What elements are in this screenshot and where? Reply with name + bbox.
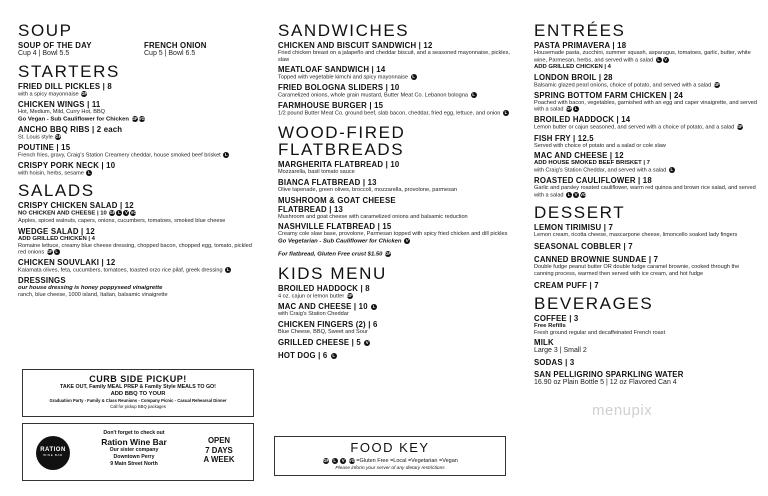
item-note: our house dressing is honey poppyseed vinaigrette — [18, 285, 163, 292]
item-name: ROASTED CAULIFLOWER | 18 — [534, 176, 652, 186]
menu-item — [18, 276, 254, 299]
soup-heading: SOUP — [18, 21, 73, 40]
menu-item — [18, 258, 254, 274]
item-desc: ranch, blue cheese, 1000 island, Italian, balsamic vinaigrette — [18, 292, 168, 299]
item-desc: Lemon butter or cajun seasoned, and served with a choice of potato, and a salad — [534, 124, 735, 131]
menu-item — [534, 314, 758, 337]
item-desc: Caramelized onions, whole grain mustard, Butter Meat Co. Lebanon bologna — [278, 92, 468, 99]
menu-item — [534, 151, 758, 174]
menu-item — [18, 227, 254, 257]
item-name: BROILED HADDOCK | 8 — [278, 283, 370, 293]
food-key-note: Please inform your server of any dietary restrictions — [335, 466, 445, 471]
menu-item — [18, 201, 254, 224]
item-name: FISH FRY | 12.5 — [534, 133, 594, 143]
vegan-icon: VG — [130, 210, 137, 216]
item-note: Go Vegetarian - Sub Cauliflower for Chicken — [278, 238, 402, 245]
local-icon: L — [472, 92, 475, 98]
item-name: LONDON BROIL | 28 — [534, 72, 613, 82]
item-desc: Lemon cream, ricotta cheese, mascarpone cheese, limoncello soaked lady fingers — [534, 231, 738, 238]
item-desc: 4 oz. cajun or lemon butter — [278, 293, 345, 300]
right-column — [534, 0, 758, 496]
gluten-free-icon: GF — [131, 115, 138, 121]
curbside-line: Graduation Party - Family & Class Reunions - Company Picnic - Casual Rehearsal Dinner — [49, 398, 227, 403]
item-desc: 16.90 oz Plain Bottle 5 | 12 oz Flavored Can 4 — [534, 379, 677, 387]
item-name: SOUP OF THE DAY — [18, 41, 92, 50]
food-key-items: =Gluten Free =Local =Vegetarian =Vegan — [356, 458, 458, 464]
hours-info — [193, 436, 245, 465]
local-icon: L — [574, 106, 578, 112]
menu-item — [278, 338, 510, 347]
curbside-title: CURB SIDE PICKUP! — [89, 374, 187, 384]
item-name: FARMHOUSE BURGER | 15 — [278, 101, 384, 111]
item-name: LEMON TIRIMISU | 7 — [534, 222, 613, 232]
menu-item — [534, 242, 758, 251]
menu-item — [278, 196, 510, 221]
item-name: MEATLOAF SANDWICH | 14 — [278, 65, 386, 75]
hours-line: OPEN — [207, 436, 231, 445]
item-name: COFFEE | 3 — [534, 313, 579, 323]
item-name: SPRING BOTTOM FARM CHICKEN | 24 — [534, 90, 684, 100]
menu-item — [534, 91, 758, 114]
local-icon: L — [412, 74, 415, 80]
item-desc: Poached with bacon, vegetables, garnished with an egg and caper vinaigrette, and served with a salad — [534, 99, 757, 113]
item-name: CREAM PUFF | 7 — [534, 280, 599, 290]
local-icon: L — [504, 110, 508, 116]
menu-item — [534, 176, 758, 199]
item-name: CRISPY CHICKEN SALAD | 12 — [18, 201, 134, 211]
item-note: Go Vegan - Sub Cauliflower for Chicken — [18, 116, 129, 123]
local-icon: L — [225, 152, 228, 158]
gluten-free-icon: GF — [385, 251, 392, 257]
menu-item — [534, 223, 758, 239]
item-name: WEDGE SALAD | 12 — [18, 226, 95, 236]
vegetarian-icon: V — [405, 237, 409, 243]
gf-crust-note: For flatbread, Gluten Free crust $1.50 — [278, 251, 383, 258]
item-desc: Served with choice of potato and a salad or cole slaw — [534, 142, 666, 149]
item-note: ADD GRILLED CHICKEN | 4 — [18, 235, 95, 242]
item-name: POUTINE | 15 — [18, 143, 71, 153]
salads-heading: SALADS — [18, 181, 95, 201]
local-icon: L — [332, 353, 336, 359]
gluten-free-icon: GF — [566, 106, 573, 112]
item-desc: Double fudge peanut butter OR double fudge caramel brownie, cooked through the canning process, warmed then served with ice cream, and hot fudge — [534, 264, 740, 278]
menu-item — [18, 125, 254, 141]
gluten-free-icon: GF — [346, 292, 353, 298]
item-desc: St. Louis style — [18, 134, 53, 141]
hours-line: 7 DAYS — [205, 445, 233, 455]
wine-bar-box — [22, 423, 254, 481]
item-desc: with Craig's Station Cheddar, and served with a salad — [534, 167, 667, 174]
beverages-heading: BEVERAGES — [534, 293, 654, 313]
item-name: MARGHERITA FLATBREAD | 10 — [278, 160, 400, 170]
logo-text: RATION — [40, 447, 66, 453]
menu-item — [278, 65, 510, 81]
item-desc: 1/2 pound Butter Meat Co. ground beef, slab bacon, cheddar, fried egg, lettuce, and onion — [278, 110, 501, 117]
local-icon: L — [372, 303, 376, 309]
local-icon: L — [567, 191, 571, 197]
wine-line: 9 Main Street North — [110, 461, 158, 467]
vegetarian-icon: V — [125, 210, 128, 216]
curbside-line: ADD BBQ TO YOUR — [110, 391, 166, 397]
menu-item — [18, 161, 254, 177]
logo-subtext: WINE BAR — [43, 453, 63, 457]
hours-line: A WEEK — [203, 455, 235, 464]
item-name: SODAS | 3 — [534, 358, 575, 368]
menu-item — [534, 73, 758, 89]
local-icon: L — [333, 457, 337, 463]
item-note: NO CHICKEN AND CHEESE | 10 — [18, 211, 107, 218]
item-note: Free Refills — [534, 322, 566, 329]
item-desc: with a spicy mayonnaise — [18, 91, 79, 98]
menu-item — [278, 160, 510, 176]
item-name: CHICKEN WINGS | 11 — [18, 100, 101, 110]
item-desc: Balsamic glazed pearl onions, choice of potato, and served with a salad — [534, 82, 712, 89]
food-key-legend — [275, 457, 505, 465]
menu-item — [534, 255, 758, 277]
kids-heading: KIDS MENU — [278, 263, 387, 283]
item-desc: Hot, Medium, Mild, Curry Hot, BBQ — [18, 109, 106, 116]
menu-item — [534, 115, 758, 131]
item-desc: Olive tapenade, green olives, broccoli, mozzarella, provolone, parmesan — [278, 187, 458, 194]
item-name: CRISPY PORK NECK | 10 — [18, 161, 116, 171]
item-desc: Topped with vegetable kimchi and spicy mayonnaise — [278, 74, 408, 81]
menu-item — [18, 82, 254, 98]
item-name: BROILED HADDOCK | 14 — [534, 115, 631, 125]
vegetarian-icon: V — [341, 457, 345, 463]
curbside-line: Call for pickup BBQ packages — [110, 404, 166, 409]
item-name: HOT DOG | 6 — [278, 351, 328, 361]
menu-item — [278, 41, 510, 63]
gluten-free-icon: GF — [109, 210, 116, 216]
item-desc: Housemade pasta, zucchini, summer squash, asparagus, tomatoes, garlic, butter, white wine, Parmesan, herbs, and served with a salad — [534, 50, 751, 64]
item-name: FRENCH ONION — [144, 41, 207, 50]
item-name: FRIED BOLOGNA SLIDERS | 10 — [278, 83, 400, 93]
gluten-free-icon: GF — [323, 457, 330, 463]
menu-item — [534, 41, 758, 71]
vegetarian-icon: V — [664, 56, 668, 62]
flatbreads-heading-2: FLATBREADS — [278, 140, 405, 160]
item-price: Cup 4 | Bowl 5.5 — [18, 50, 70, 57]
item-price: Cup 5 | Bowl 6.5 — [144, 50, 196, 57]
item-desc: Blue Cheese, BBQ, Sweet and Sour — [278, 328, 368, 335]
wine-line: Don't forget to check out — [103, 430, 165, 436]
menu-item — [278, 83, 510, 99]
item-desc: Garlic and parsley roasted cauliflower, warm red quinoa and brown rice salad, and served with a salad — [534, 185, 756, 199]
item-desc: Fresh ground regular and decaffeinated French roast — [534, 329, 666, 336]
french-onion — [144, 41, 207, 58]
menu-item — [278, 320, 510, 336]
item-desc: Mozzarella, basil tomato sauce — [278, 169, 355, 176]
menu-item — [534, 370, 758, 387]
ration-logo — [36, 436, 70, 470]
item-name: CHICKEN SOUVLAKI | 12 — [18, 258, 116, 268]
item-name: SAN PELLIGRINO SPARKLING WATER — [534, 370, 684, 380]
item-name: CANNED BROWNIE SUNDAE | 7 — [534, 255, 659, 265]
soup-of-day — [18, 41, 122, 58]
gluten-free-icon: GF — [736, 124, 743, 130]
item-desc: Kalamata olives, feta, cucumbers, tomatoes, toasted orzo rice pilaf, greek dressing — [18, 267, 223, 274]
item-name: PASTA PRIMAVERA | 18 — [534, 41, 627, 50]
menu-item — [534, 358, 758, 367]
menu-item — [278, 178, 510, 194]
sandwiches-heading: SANDWICHES — [278, 21, 410, 40]
menu-item — [534, 338, 758, 355]
menu-item — [278, 222, 510, 245]
menu-item — [278, 351, 510, 360]
curbside-box — [22, 369, 254, 417]
item-desc: Romaine lettuce, creamy blue cheese dressing, chopped bacon, chopped egg, tomato, pickled red onions — [18, 242, 252, 256]
menu-item — [278, 101, 510, 117]
entrees-heading: ENTRÉES — [534, 21, 626, 40]
starters-heading: STARTERS — [18, 62, 120, 81]
local-icon: L — [657, 56, 660, 62]
item-name: BIANCA FLATBREAD | 13 — [278, 178, 377, 188]
item-name-cont: FLATBREAD | 13 — [278, 204, 344, 214]
food-key-title: FOOD KEY — [350, 440, 430, 455]
middle-column — [278, 0, 510, 496]
left-column — [18, 0, 254, 496]
item-name: MUSHROOM & GOAT CHEESE — [278, 195, 396, 205]
item-name: MAC AND CHEESE | 12 — [534, 151, 624, 161]
item-desc: with Craig's Station Cheddar — [278, 311, 349, 317]
wine-bar-info — [79, 430, 189, 468]
wine-line: Our sister company — [109, 447, 159, 453]
menu-item — [534, 134, 758, 150]
item-name: MAC AND CHEESE | 10 — [278, 302, 368, 311]
item-desc: Large 3 | Small 2 — [534, 347, 587, 355]
local-icon: L — [226, 267, 230, 273]
menu-item — [278, 284, 510, 300]
item-desc: Apples, spiced walnuts, capers, onions, cucumbers, tomatoes, smoked blue cheese — [18, 218, 226, 225]
wine-line: Downtown Perry — [113, 454, 155, 460]
item-name: FRIED DILL PICKLES | 8 — [18, 82, 112, 91]
gluten-free-icon: GF — [81, 91, 88, 96]
menu-item — [18, 100, 254, 123]
vegetarian-icon: V — [574, 191, 578, 197]
item-name: SEASONAL COBBLER | 7 — [534, 242, 633, 252]
item-name: CHICKEN AND BISCUIT SANDWICH | 12 — [278, 41, 433, 50]
food-key-box — [274, 436, 506, 476]
item-name: GRILLED CHEESE | 5 — [278, 338, 361, 348]
item-desc: Creamy cole slaw base, provolone, Parmesan topped with spicy fried chicken and dill pickles — [278, 231, 508, 238]
menu-item — [278, 302, 510, 318]
gluten-free-icon: GF — [713, 81, 720, 87]
watermark: menupix — [592, 402, 653, 419]
local-icon: L — [118, 210, 121, 216]
wine-name: Ration Wine Bar — [101, 437, 167, 447]
vegetarian-icon: V — [365, 340, 369, 346]
item-desc: Mushroom and goat cheese with caramelized onions and balsamic reduction — [278, 213, 468, 220]
curbside-line: TAKE OUT, Family MEAL PREP & Family Style MEALS TO GO! — [60, 384, 216, 390]
item-note: ADD GRILLED CHICKEN | 4 — [534, 63, 611, 70]
gluten-free-icon: GF — [55, 134, 62, 140]
item-name: MILK — [534, 338, 554, 348]
local-icon: L — [55, 249, 58, 255]
soup-row — [18, 41, 254, 58]
item-note: ADD HOUSE SMOKED BEEF BRISKET | 7 — [534, 160, 650, 167]
vegan-icon: VG — [580, 191, 587, 197]
item-desc: Fried chicken breast on a jalapeño and cheddar biscuit, and a seasoned mayonnaise, pickles, slaw — [278, 50, 510, 63]
local-icon: L — [670, 167, 674, 173]
gluten-free-icon: GF — [46, 249, 53, 255]
item-name: ANCHO BBQ RIBS | 2 each — [18, 125, 123, 135]
dessert-heading: DESSERT — [534, 202, 626, 222]
item-name: NASHVILLE FLATBREAD | 15 — [278, 222, 392, 232]
item-desc: with hoisin, herbs, sesame — [18, 170, 84, 177]
item-name: CHICKEN FINGERS (2) | 6 — [278, 319, 378, 329]
item-name: DRESSINGS — [18, 276, 66, 286]
item-desc: French fries, gravy, Craig's Station Creamery cheddar, house smoked beef brisket — [18, 152, 221, 159]
menu-item — [534, 281, 758, 290]
menu-item — [18, 143, 254, 159]
vegan-icon: VG — [138, 115, 145, 121]
local-icon: L — [88, 170, 91, 176]
vegan-icon: VG — [348, 457, 355, 463]
flatbreads-heading-1: WOOD-FIRED — [278, 123, 406, 143]
